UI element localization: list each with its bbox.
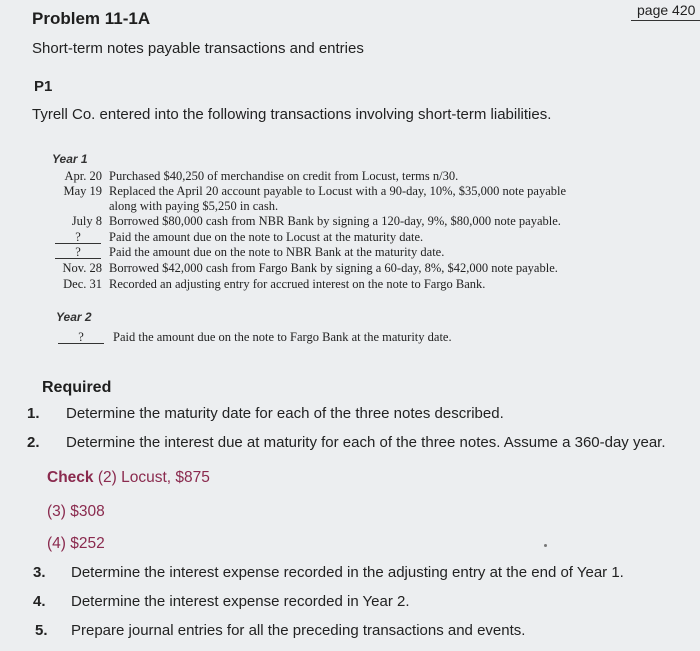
txn-description: Borrowed $42,000 cash from Fargo Bank by signing a 60-day, 8%, $42,000 note payable. [109,261,558,275]
check-value: (2) Locust, $875 [97,469,210,486]
txn-description: Purchased $40,250 of merchandise on credit from Locust, terms n/30. [109,169,459,183]
check-line-3: (4) $252 [47,535,105,552]
required-item-number: 4. [33,593,46,610]
txn-date: Apr. 20 [64,169,102,183]
txn-description: Paid the amount due on the note to NBR Bank at the maturity date. [109,245,445,259]
txn-date-blank: ? [55,245,101,260]
section-code: P1 [34,78,53,95]
txn-date: May 19 [63,184,102,198]
required-item-text: Determine the interest expense recorded in the adjusting entry at the end of Year 1. [71,564,624,581]
problem-title: Problem 11-1A [32,9,151,28]
txn-description: Paid the amount due on the note to Fargo Bank at the maturity date. [113,330,452,344]
txn-description: Paid the amount due on the note to Locust at the maturity date. [109,230,424,244]
txn-date: Dec. 31 [63,277,102,291]
required-item-text: Determine the maturity date for each of the three notes described. [66,405,504,422]
check-line-2: (3) $308 [47,503,105,520]
stray-dot [544,544,547,547]
txn-description: Recorded an adjusting entry for accrued interest on the note to Fargo Bank. [109,277,486,291]
txn-description-continued: along with paying $5,250 in cash. [109,199,279,213]
check-label: Check [47,469,94,486]
required-item-number: 2. [27,434,40,451]
txn-date-blank: ? [58,330,104,345]
required-item-text: Determine the interest expense recorded in Year 2. [71,593,410,610]
required-item-number: 3. [33,564,46,581]
required-item-text: Prepare journal entries for all the preceding transactions and events. [71,622,526,639]
txn-description: Borrowed $80,000 cash from NBR Bank by signing a 120-day, 9%, $80,000 note payable. [109,214,561,228]
required-item-number: 5. [35,622,48,639]
year1-label: Year 1 [52,152,88,166]
txn-date-blank: ? [55,230,101,245]
problem-subtitle: Short-term notes payable transactions and entries [32,40,364,57]
txn-date: July 8 [71,214,102,228]
page-reference: page 420 [631,2,700,21]
required-item-number: 1. [27,405,40,422]
txn-description: Replaced the April 20 account payable to Locust with a 90-day, 10%, $35,000 note payable [109,184,567,198]
required-heading: Required [42,379,112,396]
year2-label: Year 2 [56,310,92,324]
txn-date: Nov. 28 [62,261,102,275]
intro-text: Tyrell Co. entered into the following transactions involving short-term liabilities. [32,106,552,123]
required-item-text: Determine the interest due at maturity for each of the three notes. Assume a 360-day year. [66,434,666,451]
check-line-1 [47,469,210,487]
